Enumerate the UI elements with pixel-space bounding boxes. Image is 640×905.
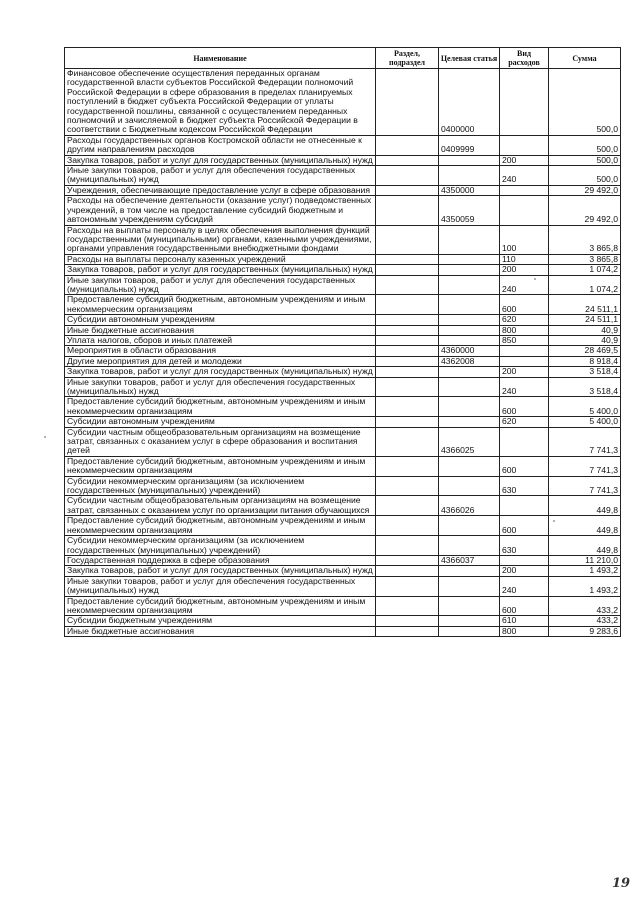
- cell-sum: 5 400,0: [549, 397, 621, 417]
- cell-target: [439, 397, 500, 417]
- cell-sum: 11 210,0: [549, 555, 621, 565]
- cell-target: [439, 476, 500, 496]
- cell-type: 110: [500, 254, 549, 264]
- header-type: Вид расходов: [500, 48, 549, 69]
- cell-type: 600: [500, 516, 549, 536]
- cell-type: [500, 427, 549, 456]
- cell-name: Предоставление субсидий бюджетным, автономным учреждениям и иным некоммерческим организациям: [65, 295, 376, 315]
- cell-section: [376, 196, 439, 225]
- cell-type: 630: [500, 536, 549, 556]
- cell-section: [376, 496, 439, 516]
- cell-sum: 449,8: [549, 516, 621, 536]
- cell-name: Учреждения, обеспечивающие предоставление услуг в сфере образования: [65, 185, 376, 195]
- cell-target: [439, 335, 500, 345]
- cell-target: [439, 315, 500, 325]
- cell-section: [376, 335, 439, 345]
- cell-type: [500, 346, 549, 356]
- table-row: [65, 265, 621, 275]
- cell-name: Другие мероприятия для детей и молодежи: [65, 356, 376, 366]
- cell-target: [439, 155, 500, 165]
- cell-section: [376, 346, 439, 356]
- cell-target: [439, 275, 500, 295]
- table-row: [65, 295, 621, 315]
- table-row: [65, 456, 621, 476]
- cell-name: Закупка товаров, работ и услуг для государственных (муниципальных) нужд: [65, 566, 376, 576]
- cell-target: [439, 626, 500, 636]
- cell-section: [376, 456, 439, 476]
- cell-type: 240: [500, 576, 549, 596]
- cell-sum: 24 511,1: [549, 315, 621, 325]
- table-row: [65, 626, 621, 636]
- cell-target: 4366037: [439, 555, 500, 565]
- cell-type: 610: [500, 616, 549, 626]
- cell-name: Закупка товаров, работ и услуг для государственных (муниципальных) нужд: [65, 265, 376, 275]
- table-body: [65, 69, 621, 637]
- table-row: [65, 155, 621, 165]
- cell-name: Мероприятия в области образования: [65, 346, 376, 356]
- scan-speck: [44, 436, 46, 438]
- cell-name: Иные закупки товаров, работ и услуг для обеспечения государственных (муниципальных) нужд: [65, 377, 376, 397]
- cell-section: [376, 516, 439, 536]
- cell-name: Предоставление субсидий бюджетным, автономным учреждениям и иным некоммерческим организациям: [65, 456, 376, 476]
- cell-type: [500, 69, 549, 136]
- cell-type: 620: [500, 315, 549, 325]
- cell-section: [376, 576, 439, 596]
- budget-table: [64, 47, 621, 637]
- cell-target: [439, 596, 500, 616]
- cell-sum: 500,0: [549, 155, 621, 165]
- cell-sum: 1 493,2: [549, 576, 621, 596]
- table-row: [65, 576, 621, 596]
- table-row: [65, 69, 621, 136]
- table-row: [65, 516, 621, 536]
- cell-sum: 9 283,6: [549, 626, 621, 636]
- cell-sum: 1 074,2: [549, 275, 621, 295]
- cell-section: [376, 555, 439, 565]
- cell-name: Закупка товаров, работ и услуг для государственных (муниципальных) нужд: [65, 155, 376, 165]
- cell-name: Расходы на обеспечение деятельности (оказание услуг) подведомственных учреждений, в том числе на предоставление субсидий бюджетным и автономным учреждениям субсидий: [65, 196, 376, 225]
- cell-sum: 3 518,4: [549, 367, 621, 377]
- cell-name: Субсидии некоммерческим организациям (за исключением государственных (муниципальных) учреждений): [65, 536, 376, 556]
- cell-type: 850: [500, 335, 549, 345]
- cell-type: 630: [500, 476, 549, 496]
- cell-target: 4350000: [439, 185, 500, 195]
- cell-section: [376, 265, 439, 275]
- cell-type: 240: [500, 166, 549, 186]
- cell-sum: 500,0: [549, 135, 621, 155]
- table-row: [65, 596, 621, 616]
- cell-type: 800: [500, 626, 549, 636]
- table-row: [65, 397, 621, 417]
- cell-type: 200: [500, 566, 549, 576]
- cell-sum: 8 918,4: [549, 356, 621, 366]
- cell-sum: 24 511,1: [549, 295, 621, 315]
- cell-target: 0409999: [439, 135, 500, 155]
- cell-target: [439, 225, 500, 254]
- cell-target: [439, 254, 500, 264]
- cell-name: Закупка товаров, работ и услуг для государственных (муниципальных) нужд: [65, 367, 376, 377]
- cell-target: [439, 367, 500, 377]
- header-sum: Сумма: [549, 48, 621, 69]
- cell-sum: 29 492,0: [549, 185, 621, 195]
- cell-name: Иные закупки товаров, работ и услуг для обеспечения государственных (муниципальных) нужд: [65, 166, 376, 186]
- cell-section: [376, 566, 439, 576]
- header-section: Раздел, подраздел: [376, 48, 439, 69]
- cell-section: [376, 225, 439, 254]
- cell-target: [439, 456, 500, 476]
- cell-name: Субсидии частным общеобразовательным организациям на возмещение затрат, связанных с оказанием услуг по организации питания обучающихся: [65, 496, 376, 516]
- cell-type: 620: [500, 417, 549, 427]
- cell-target: 4350059: [439, 196, 500, 225]
- cell-sum: 7 741,3: [549, 427, 621, 456]
- cell-name: Иные бюджетные ассигнования: [65, 325, 376, 335]
- table-row: [65, 254, 621, 264]
- table-row: [65, 356, 621, 366]
- cell-name: Предоставление субсидий бюджетным, автономным учреждениям и иным некоммерческим организациям: [65, 516, 376, 536]
- table-row: [65, 536, 621, 556]
- cell-sum: 28 469,5: [549, 346, 621, 356]
- cell-section: [376, 275, 439, 295]
- cell-sum: 1 074,2: [549, 265, 621, 275]
- cell-type: 200: [500, 155, 549, 165]
- cell-name: Расходы на выплаты персоналу казенных учреждений: [65, 254, 376, 264]
- page-number: 19: [612, 876, 631, 891]
- cell-name: Расходы на выплаты персоналу в целях обеспечения выполнения функций государственными (муниципальными) органами, казенными учреждениями, органами управления государственными внебюджетными фондами: [65, 225, 376, 254]
- scan-speck: [553, 520, 555, 522]
- cell-section: [376, 417, 439, 427]
- cell-type: [500, 135, 549, 155]
- cell-type: 200: [500, 367, 549, 377]
- cell-section: [376, 295, 439, 315]
- cell-section: [376, 155, 439, 165]
- cell-sum: 3 865,8: [549, 225, 621, 254]
- cell-target: 4362008: [439, 356, 500, 366]
- cell-section: [376, 476, 439, 496]
- cell-type: [500, 356, 549, 366]
- cell-target: [439, 536, 500, 556]
- cell-target: [439, 295, 500, 315]
- cell-type: [500, 185, 549, 195]
- cell-type: 240: [500, 377, 549, 397]
- cell-name: Иные бюджетные ассигнования: [65, 626, 376, 636]
- table-row: [65, 496, 621, 516]
- cell-section: [376, 185, 439, 195]
- cell-type: 600: [500, 295, 549, 315]
- cell-target: 4360000: [439, 346, 500, 356]
- table-row: [65, 555, 621, 565]
- cell-section: [376, 397, 439, 417]
- cell-section: [376, 315, 439, 325]
- cell-name: Расходы государственных органов Костромской области не отнесенные к другим направлениям расходов: [65, 135, 376, 155]
- table-row: [65, 346, 621, 356]
- cell-sum: 29 492,0: [549, 196, 621, 225]
- cell-name: Субсидии бюджетным учреждениям: [65, 616, 376, 626]
- cell-type: [500, 555, 549, 565]
- cell-sum: 40,9: [549, 335, 621, 345]
- cell-target: [439, 516, 500, 536]
- cell-type: [500, 496, 549, 516]
- cell-sum: 1 493,2: [549, 566, 621, 576]
- cell-sum: 7 741,3: [549, 476, 621, 496]
- table-header-row: [65, 48, 621, 69]
- table-row: [65, 427, 621, 456]
- cell-section: [376, 135, 439, 155]
- cell-type: 800: [500, 325, 549, 335]
- cell-target: [439, 576, 500, 596]
- cell-section: [376, 166, 439, 186]
- cell-name: Субсидии автономным учреждениям: [65, 315, 376, 325]
- scan-speck: [534, 278, 536, 280]
- cell-type: 600: [500, 596, 549, 616]
- table-row: [65, 377, 621, 397]
- cell-type: 100: [500, 225, 549, 254]
- table-row: [65, 417, 621, 427]
- cell-target: 0400000: [439, 69, 500, 136]
- table-row: [65, 335, 621, 345]
- cell-sum: 449,8: [549, 496, 621, 516]
- cell-section: [376, 367, 439, 377]
- cell-section: [376, 626, 439, 636]
- cell-section: [376, 325, 439, 335]
- cell-section: [376, 427, 439, 456]
- table-row: [65, 185, 621, 195]
- table-row: [65, 225, 621, 254]
- cell-name: Государственная поддержка в сфере образования: [65, 555, 376, 565]
- cell-name: Иные закупки товаров, работ и услуг для обеспечения государственных (муниципальных) нужд: [65, 576, 376, 596]
- cell-name: Предоставление субсидий бюджетным, автономным учреждениям и иным некоммерческим организациям: [65, 397, 376, 417]
- cell-sum: 5 400,0: [549, 417, 621, 427]
- cell-sum: 40,9: [549, 325, 621, 335]
- cell-name: Иные закупки товаров, работ и услуг для обеспечения государственных (муниципальных) нужд: [65, 275, 376, 295]
- header-name: Наименование: [65, 48, 376, 69]
- cell-type: 600: [500, 397, 549, 417]
- cell-target: [439, 325, 500, 335]
- cell-target: 4366025: [439, 427, 500, 456]
- cell-sum: 500,0: [549, 69, 621, 136]
- cell-sum: 433,2: [549, 616, 621, 626]
- cell-section: [376, 377, 439, 397]
- cell-type: [500, 196, 549, 225]
- cell-name: Субсидии частным общеобразовательным организациям на возмещение затрат, связанных с оказанием услуг в сфере образования и воспитания детей: [65, 427, 376, 456]
- table-row: [65, 566, 621, 576]
- cell-target: [439, 616, 500, 626]
- cell-name: Финансовое обеспечение осуществления переданных органам государственной власти субъектов Российской Федерации полномочий Российской Федерации в сфере образования в пределах планируемых поступлений в бюджет субъекта Российской Федерации от уплаты государственной пошлины, связанной с осуществлением переданных полномочий и зачисляемой в бюджет субъекта Российской Федерации в соответствии с Бюджетным кодексом Российской Федерации: [65, 69, 376, 136]
- cell-type: 240: [500, 275, 549, 295]
- table-row: [65, 166, 621, 186]
- cell-section: [376, 356, 439, 366]
- table-row: [65, 476, 621, 496]
- cell-sum: 433,2: [549, 596, 621, 616]
- table-row: [65, 315, 621, 325]
- cell-section: [376, 536, 439, 556]
- cell-name: Субсидии автономным учреждениям: [65, 417, 376, 427]
- cell-sum: 3 865,8: [549, 254, 621, 264]
- table-row: [65, 275, 621, 295]
- cell-type: 600: [500, 456, 549, 476]
- cell-target: [439, 377, 500, 397]
- table-row: [65, 616, 621, 626]
- cell-section: [376, 69, 439, 136]
- cell-sum: 500,0: [549, 166, 621, 186]
- cell-section: [376, 616, 439, 626]
- cell-name: Субсидии некоммерческим организациям (за исключением государственных (муниципальных) учреждений): [65, 476, 376, 496]
- cell-name: Предоставление субсидий бюджетным, автономным учреждениям и иным некоммерческим организациям: [65, 596, 376, 616]
- cell-target: 4366026: [439, 496, 500, 516]
- cell-sum: 3 518,4: [549, 377, 621, 397]
- table-row: [65, 196, 621, 225]
- table-row: [65, 325, 621, 335]
- cell-section: [376, 254, 439, 264]
- header-target: Целевая статья: [439, 48, 500, 69]
- cell-sum: 7 741,3: [549, 456, 621, 476]
- cell-name: Уплата налогов, сборов и иных платежей: [65, 335, 376, 345]
- cell-target: [439, 166, 500, 186]
- cell-type: 200: [500, 265, 549, 275]
- cell-sum: 449,8: [549, 536, 621, 556]
- table-row: [65, 135, 621, 155]
- cell-target: [439, 566, 500, 576]
- table-row: [65, 367, 621, 377]
- cell-section: [376, 596, 439, 616]
- cell-target: [439, 265, 500, 275]
- cell-target: [439, 417, 500, 427]
